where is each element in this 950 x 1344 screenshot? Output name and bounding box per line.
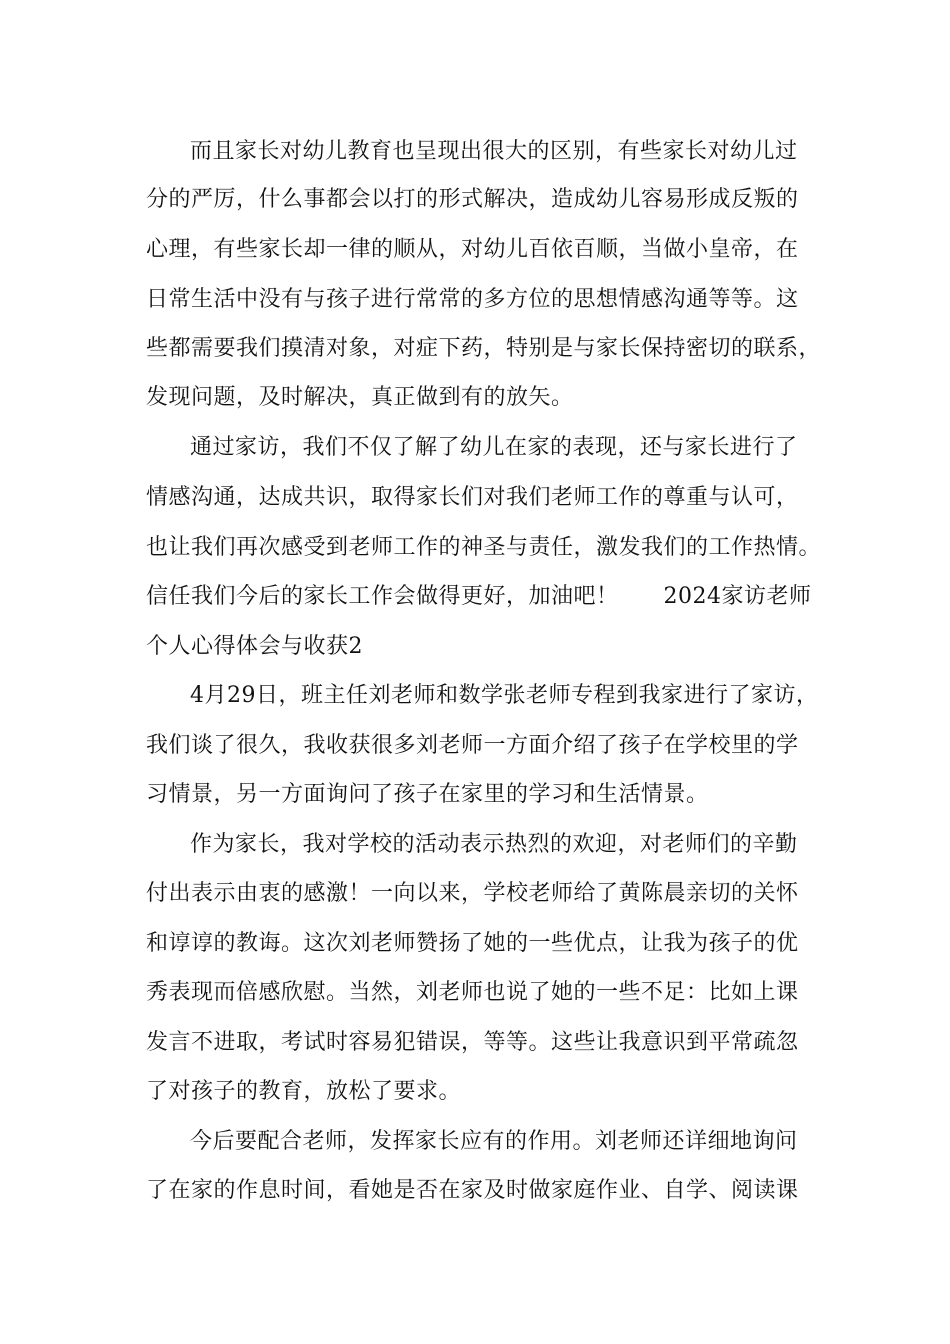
text-line: 了在家的作息时间，看她是否在家及时做家庭作业、自学、阅读课 (146, 1178, 799, 1203)
text-line: 也让我们再次感受到老师工作的神圣与责任，激发我们的工作热情。 (146, 535, 822, 560)
text-line: 发言不进取，考试时容易犯错误，等等。这些让我意识到平常疏忽 (146, 1030, 799, 1055)
text-line: 日常生活中没有与孩子进行常常的多方位的思想情感沟通等等。这 (146, 287, 799, 312)
text-line: 习情景，另一方面询问了孩子在家里的学习和生活情景。 (146, 782, 709, 807)
text-line: 发现问题，及时解决，真正做到有的放矢。 (146, 385, 574, 410)
text-line: 个人心得体会与收获2 (146, 634, 363, 659)
text-line: 付出表示由衷的感激！一向以来，学校老师给了黄陈晨亲切的关怀 (146, 881, 799, 906)
text-line: 心理，有些家长却一律的顺从，对幼儿百依百顺，当做小皇帝，在 (146, 237, 799, 262)
text-line: 通过家访，我们不仅了解了幼儿在家的表现，还与家长进行了 (190, 435, 798, 460)
text-line: 情感沟通，达成共识，取得家长们对我们老师工作的尊重与认可， (146, 485, 799, 510)
text-line: 信任我们今后的家长工作会做得更好，加油吧！ 2024家访老师 (146, 584, 812, 609)
text-line: 分的严厉，什么事都会以打的形式解决，造成幼儿容易形成反叛的 (146, 187, 799, 212)
text-line: 而且家长对幼儿教育也呈现出很大的区别，有些家长对幼儿过 (190, 139, 798, 164)
text-line: 我们谈了很久，我收获很多刘老师一方面介绍了孩子在学校里的学 (146, 733, 799, 758)
text-line: 作为家长，我对学校的活动表示热烈的欢迎，对老师们的辛勤 (190, 832, 798, 857)
text-line: 4月29日，班主任刘老师和数学张老师专程到我家进行了家访， (190, 683, 819, 708)
text-line: 和谆谆的教诲。这次刘老师赞扬了她的一些优点，让我为孩子的优 (146, 931, 799, 956)
text-line: 秀表现而倍感欣慰。当然，刘老师也说了她的一些不足：比如上课 (146, 980, 799, 1005)
text-line: 些都需要我们摸清对象，对症下药，特别是与家长保持密切的联系， (146, 336, 822, 361)
text-line: 了对孩子的教育，放松了要求。 (146, 1079, 462, 1104)
text-line: 今后要配合老师，发挥家长应有的作用。刘老师还详细地询问 (190, 1129, 798, 1154)
